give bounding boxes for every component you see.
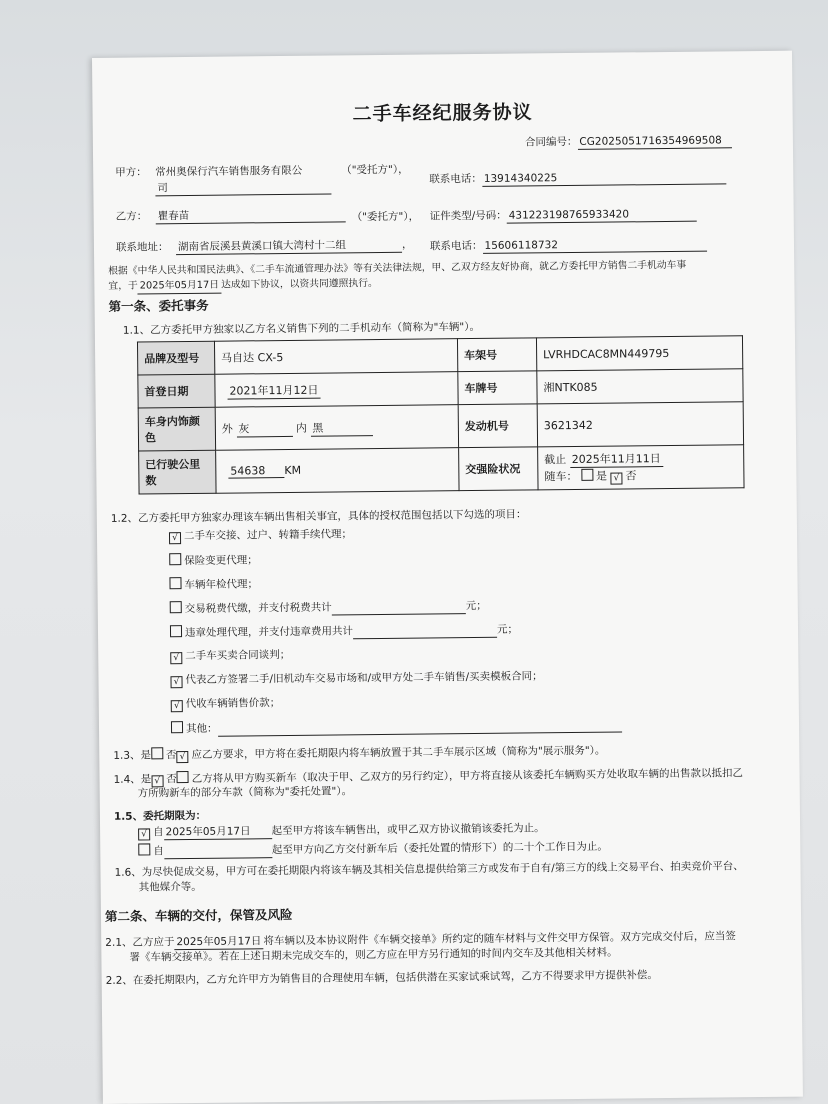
party-b-name: 瞿春苗 — [156, 207, 346, 224]
intro-line-1: 根据《中华人民共和国民法典》、《二手车流通管理办法》等有关法律法规，甲、乙双方经友好协商，就乙方委托甲方销售二手机动车事 — [108, 259, 687, 277]
brand-value: 马自达 CX-5 — [214, 339, 457, 375]
clause-1-5-title: 1.5、委托期限为： — [113, 809, 207, 823]
party-b-role: （"委托方"）， — [351, 210, 420, 224]
clause-1-4-yes-checkbox[interactable]: √ — [151, 775, 163, 787]
address-label: 联系地址： — [115, 241, 169, 254]
color-value: 外 灰 内 黑 — [215, 405, 458, 451]
plate-value: 湘NTK085 — [537, 369, 743, 404]
with-car-yes-checkbox[interactable] — [581, 469, 593, 481]
insurance-value: 截止 2025年11月11日 随车： 是 √ 否 — [538, 445, 744, 490]
clause-1-4-line-2: 方所购新车的部分车款（简称为"委托处置"）。 — [137, 785, 353, 800]
option-7: √ 代收车辆销售价款； — [171, 696, 281, 712]
option-7-checkbox[interactable]: √ — [171, 700, 183, 712]
option-5: √ 二手车买卖合同谈判； — [170, 648, 290, 664]
color-label: 车身内饰颜色 — [138, 407, 215, 451]
mileage-label: 已行驶公里数 — [139, 450, 216, 494]
engine-value: 3621342 — [537, 402, 743, 447]
party-a-name: 常州奥保行汽车销售服务有限公 司 — [155, 164, 331, 197]
address-value: 湖南省辰溪县黄溪口镇大湾村十二组 ， — [176, 238, 413, 255]
with-car-no-checkbox[interactable]: √ — [610, 472, 622, 484]
party-a-role: （"受托方"）， — [341, 163, 409, 177]
term-b-checkbox[interactable] — [138, 843, 150, 855]
option-6: √ 代表乙方签署二手/旧机动车交易市场和/或甲方处二手车销售/买卖模板合同； — [170, 669, 542, 688]
option-6-checkbox[interactable]: √ — [170, 676, 182, 688]
clause-2-2: 2.2、在委托期限内，乙方允许甲方为销售目的合理使用车辆，包括供潜在买家试乘试驾，乙方不得要求甲方提供补偿。 — [105, 969, 658, 987]
clause-1-5-a: √ 自 2025年05月17日 起至甲方将该车辆售出，或甲乙双方协议撤销该委托为止。 — [138, 821, 545, 840]
option-4: 违章处理代理，并支付违章费用共计 元； — [170, 622, 518, 642]
reg-date-value: 2021年11月12日 — [215, 372, 458, 408]
clause-1-3-yes-checkbox[interactable] — [151, 747, 163, 759]
clause-1-3: 1.3、是 否 √ 应乙方要求，甲方将在委托期限内将车辆放置于其二手车展示区域（简称为"展示服务"）。 — [113, 744, 606, 763]
engine-label: 发动机号 — [458, 404, 537, 448]
section-1-heading: 第一条、委托事务 — [108, 297, 209, 314]
term-a-checkbox[interactable]: √ — [138, 828, 150, 840]
clause-2-1-line-1: 2.1、乙方应于 2025年05月17日 将车辆以及本协议附件《车辆交接单》所约定的随车材料与文件交甲方保管。双方完成交付后，应当签 — [105, 930, 736, 949]
clause-1-3-no-checkbox[interactable]: √ — [176, 751, 188, 763]
brand-label: 品牌及型号 — [137, 341, 214, 375]
clause-1-2: 1.2、乙方委托甲方独家办理该车辆出售相关事宜，具体的授权范围包括以下勾选的项目： — [110, 508, 527, 525]
insurance-label: 交强险状况 — [459, 447, 538, 491]
intro-line-2: 宜，于 2025年05月17日 达成如下协议，以资共同遵照执行。 — [108, 277, 378, 295]
plate-label: 车牌号 — [458, 371, 537, 405]
option-2-checkbox[interactable] — [169, 577, 181, 589]
option-3: 交易税费代缴，并支付税费共计 元； — [170, 598, 487, 617]
clause-2-1-line-2: 署《车辆交接单》。若在上述日期未完成交车的，则乙方应在甲方另行通知的时间内交车及其他相关材料。 — [129, 946, 618, 964]
party-b-label: 乙方： — [115, 210, 148, 223]
clause-1-4-no-checkbox[interactable] — [177, 771, 189, 783]
reg-date-label: 首登日期 — [138, 374, 215, 408]
clause-1-6-line-1: 1.6、为尽快促成交易，甲方可在委托期限内将该车辆及其相关信息提供给第三方或发布于自有/第三方的线上交易平台、拍卖竞价平台、 — [114, 860, 744, 879]
vin-label: 车架号 — [457, 338, 536, 372]
party-a-phone: 联系电话： 13914340225 — [429, 169, 726, 187]
option-1-checkbox[interactable] — [169, 553, 181, 565]
option-2: 车辆年检代理； — [169, 576, 258, 592]
clause-1-4: 1.4、是 √ 否 乙方将从甲方购买新车（取决于甲、乙双方的另行约定），甲方将直接从该委托车辆购买方处收取车辆的出售款以抵扣乙 — [113, 767, 744, 787]
vin-value: LVRHDCAC8MN449795 — [536, 336, 742, 371]
clause-1-6-line-2: 其他媒介等。 — [138, 880, 202, 894]
option-0-checkbox[interactable]: √ — [169, 532, 181, 544]
mileage-value: 54638 KM — [216, 448, 459, 494]
option-4-checkbox[interactable] — [170, 625, 182, 637]
option-5-checkbox[interactable]: √ — [170, 652, 182, 664]
contract-paper — [92, 51, 803, 1104]
party-b-phone: 联系电话： 15606118732 — [430, 237, 707, 255]
option-0: √ 二手车交接、过户、转籍手续代理； — [169, 527, 352, 544]
vehicle-info-table — [137, 335, 745, 494]
clause-1-5-b: 自 起至甲方向乙方交付新车后（委托处置的情形下）的二十个工作日为止。 — [138, 839, 608, 860]
party-b-id: 证件类型/号码： 431223198765933420 — [430, 207, 697, 225]
option-3-checkbox[interactable] — [170, 601, 182, 613]
contract-number: 合同编号： CG2025051716354969508 — [525, 133, 732, 150]
document-title: 二手车经纪服务协议 — [352, 101, 533, 126]
option-1: 保险变更代理； — [169, 552, 258, 568]
option-8-checkbox[interactable] — [171, 721, 183, 733]
party-a-label: 甲方： — [115, 166, 147, 179]
clause-1-1: 1.1、乙方委托甲方独家以乙方名义销售下列的二手机动车（简称为"车辆"）。 — [122, 320, 481, 337]
section-2-heading: 第二条、车辆的交付，保管及风险 — [104, 906, 293, 924]
option-8: 其他： — [171, 716, 622, 737]
